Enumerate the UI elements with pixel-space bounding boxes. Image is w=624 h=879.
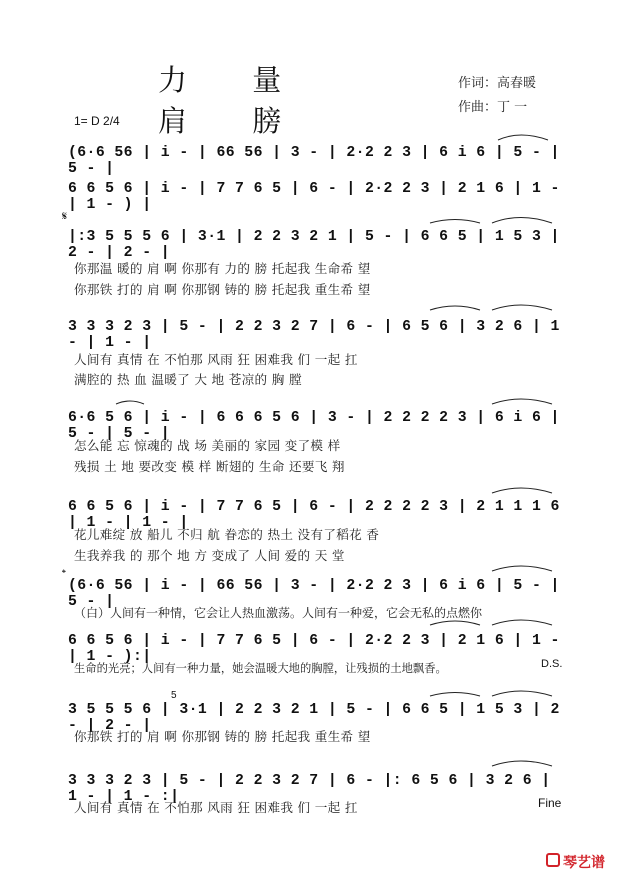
grace-note-mark: 5 [171, 690, 177, 701]
score-row-6: 6 6 5 6 | i - | 7 7 6 5 | 6 - | 2 2 2 2 3 | 2 1 1 1 6 | 1 - | 1 - | [68, 499, 560, 531]
lyric-row-6b: 生我养我 的 那个 地 方 变成了 人间 爱的 天 堂 [74, 548, 345, 563]
song-title: 力 量 肩 膀 [158, 63, 310, 138]
segno-sign: 𝄋 [62, 209, 68, 223]
slur-mark [430, 220, 480, 224]
narration-line-2: 生命的光亮；人间有一种力量，她会温暖大地的胸膛，让残损的土地飘香。 [74, 662, 447, 675]
tie-mark [492, 218, 552, 224]
score-row-5: 6·6 5 6 | i - | 6 6 6 5 6 | 3 - | 2 2 2 2 3 | 6 i 6 | 5 - | 5 - | [68, 410, 560, 442]
tie-mark [492, 305, 552, 310]
lyric-row-4b: 满腔的 热 血 温暖了 大 地 苍凉的 胸 膛 [74, 372, 302, 387]
score-row-2: 6 6 5 6 | i - | 7 7 6 5 | 6 - | 2·2 2 3 | 2 1 6 | 1 - | 1 - ) | [68, 181, 560, 213]
tie-mark [492, 566, 552, 571]
key-signature: 1= D 2/4 [74, 114, 120, 128]
tie-mark [492, 488, 552, 493]
lyric-row-6a: 花儿难绽 放 船儿 不归 航 眷恋的 热土 没有了稻花 香 [74, 527, 380, 542]
tie-mark [492, 399, 552, 404]
slur-mark [430, 693, 480, 697]
score-row-3: |:3 5 5 5 6 | 3·1 | 2 2 3 2 1 | 5 - | 6 6 5 | 1 5 3 | 2 - | 2 - | [68, 229, 560, 261]
slur-mark [430, 306, 480, 310]
tie-mark [492, 691, 552, 696]
lyric-row-3b: 你那铁 打的 肩 啊 你那钢 铸的 膀 托起我 重生希 望 [74, 282, 371, 297]
score-row-7: (6·6 56 | i - | 66 56 | 3 - | 2·2 2 3 | 6 i 6 | 5 - | 5 - | [68, 578, 560, 610]
brand-logo: 琴艺谱 [563, 855, 605, 871]
tie-mark [498, 135, 548, 140]
lyricist-credit: 作词：高春暖 [458, 76, 537, 91]
composer-credit: 作曲：丁 一 [458, 100, 528, 115]
brand-logo-icon [546, 853, 560, 867]
score-row-8: 6 6 5 6 | i - | 7 7 6 5 | 6 - | 2·2 2 3 | 2 1 6 | 1 - | 1 - ):| [68, 633, 560, 665]
score-row-10: 3 3 3 2 3 | 5 - | 2 2 3 2 7 | 6 - |: 6 5 6 | 3 2 6 | 1 - | 1 - :| [68, 773, 551, 805]
slur-mark [116, 401, 144, 404]
fine-mark: Fine [538, 796, 562, 810]
slur-mark [430, 621, 480, 625]
lyric-row-10: 人间有 真情 在 不怕那 风雨 狂 困难我 们 一起 扛 [74, 800, 358, 815]
lyric-row-4a: 人间有 真情 在 不怕那 风雨 狂 困难我 们 一起 扛 [74, 352, 358, 367]
ds-mark: D.S. [541, 658, 563, 670]
narration-line-1: （白）人间有一种情，它会让人热血激荡。人间有一种爱，它会无私的点燃你 [74, 606, 483, 620]
lyric-row-5a: 怎么能 忘 惊魂的 战 场 美丽的 家园 变了模 样 [74, 438, 341, 453]
lyric-row-9: 你那铁 打的 肩 啊 你那钢 铸的 膀 托起我 重生希 望 [74, 729, 371, 744]
score-row-4: 3 3 3 2 3 | 5 - | 2 2 3 2 7 | 6 - | 6 5 6 | 3 2 6 | 1 - | 1 - | [68, 319, 560, 351]
score-row-9: 3 5 5 5 6 | 3·1 | 2 2 3 2 1 | 5 - | 6 6 5 | 1 5 3 | 2 - | 2 - | [68, 702, 560, 734]
lyric-row-3a: 你那温 暖的 肩 啊 你那有 力的 膀 托起我 生命希 望 [74, 261, 371, 276]
lyric-row-5b: 残损 土 地 要改变 模 样 断翅的 生命 还要飞 翔 [74, 459, 345, 474]
score-row-1: (6·6 56 | i - | 66 56 | 3 - | 2·2 2 3 | 6 i 6 | 5 - | 5 - | [68, 145, 560, 177]
tie-mark [492, 761, 552, 766]
coda-sign: 𝄌 [62, 568, 66, 580]
